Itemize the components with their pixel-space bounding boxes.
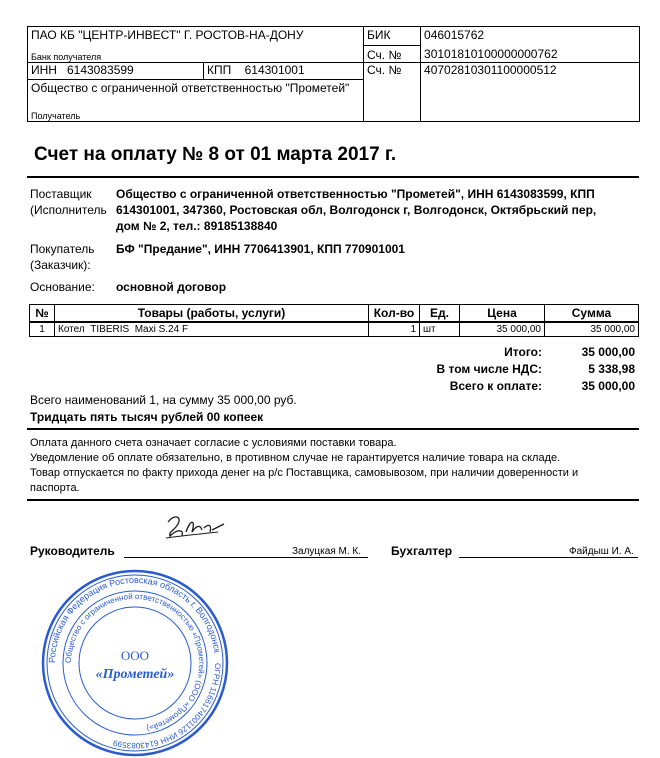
note-line4: паспорта.	[30, 482, 80, 494]
vat-label: В том числе НДС:	[436, 362, 542, 376]
corr-account-value: 30101810100000000762	[424, 47, 558, 61]
note-line3: Товар отпускается по факту прихода денег на р/с Поставщика, самовывозом, при наличии доверенности и	[30, 467, 579, 479]
corr-account-label: Сч. №	[367, 48, 402, 62]
col-sum-header: Сумма	[545, 305, 639, 323]
account-value-cell	[421, 63, 640, 122]
col-qty-header: Кол-во	[369, 305, 420, 323]
stamp-bottom-text: ОГРН 1166174001126 ИНН 6143083599	[112, 662, 223, 751]
supplier-label-line2: (Исполнитель	[30, 203, 107, 217]
col-name-header: Товары (работы, услуги)	[55, 305, 369, 323]
supplier-label-line1: Поставщик	[30, 187, 92, 201]
customer-details: БФ "Предание", ИНН 7706413901, КПП 770901001	[116, 242, 405, 256]
totals-block	[380, 344, 635, 395]
row-unit: шт	[420, 322, 460, 337]
row-num: 1	[30, 322, 55, 337]
accountant-name: Файдыш И. А.	[569, 546, 634, 557]
due-value: 35 000,00	[581, 379, 635, 393]
basis-label: Основание:	[30, 280, 95, 294]
col-unit-header: Ед.	[420, 305, 460, 323]
kpp-value: 614301001	[244, 63, 305, 77]
items-header-row	[30, 305, 639, 323]
invoice-title: Счет на оплату № 8 от 01 марта 2017 г.	[34, 144, 397, 165]
account-label: Сч. №	[367, 63, 402, 77]
head-signature-line	[124, 557, 368, 558]
head-label: Руководитель	[30, 544, 115, 558]
stamp-outer-text: Российская Федерация Ростовская область г. Волгодонск	[46, 574, 223, 664]
customer-label-line2: (Заказчик):	[30, 258, 91, 272]
total-label: Итого:	[504, 345, 542, 359]
row-name: Котел TIBERIS Maxi S.24 F	[55, 322, 369, 337]
title-underline	[27, 176, 639, 178]
stamp-inner-text: Общество с ограниченной ответственностью «Прометей» (ООО «Прометей»)	[63, 591, 207, 733]
recipient-name: Общество с ограниченной ответственностью "Прометей"	[31, 81, 350, 95]
note-line2: Уведомление об оплате обязательно, в противном случае не гарантируется наличие товара на складе.	[30, 452, 561, 464]
bik-label: БИК	[364, 27, 420, 46]
inn-cell	[28, 63, 204, 80]
recipient-caption: Получатель	[31, 111, 81, 121]
bank-details-table	[27, 26, 640, 122]
accountant-label: Бухгалтер	[391, 544, 453, 558]
customer-label	[30, 241, 94, 273]
bank-name-cell	[28, 27, 364, 63]
items-table	[29, 304, 639, 337]
row-price: 35 000,00	[460, 322, 545, 337]
accountant-signature-line	[459, 557, 638, 558]
stamp-center-line2: «Прометей»	[95, 667, 175, 682]
bik-value-cell	[421, 27, 640, 63]
account-value: 40702810301100000512	[424, 63, 557, 77]
vat-row	[380, 361, 635, 378]
basis-value: основной договор	[116, 280, 227, 294]
vat-value: 5 338,98	[588, 362, 635, 376]
notes-divider	[27, 499, 639, 501]
account-label-cell	[364, 63, 421, 122]
bank-name: ПАО КБ "ЦЕНТР-ИНВЕСТ" Г. РОСТОВ-НА-ДОНУ	[31, 28, 304, 42]
supplier-line1: Общество с ограниченной ответственностью "Прометей", ИНН 6143083599, КПП	[116, 187, 595, 201]
amount-in-words: Тридцать пять тысяч рублей 00 копеек	[30, 410, 264, 424]
summary-divider	[27, 428, 639, 430]
inn-value: 6143083599	[66, 63, 134, 77]
bik-label-cell	[364, 27, 421, 63]
due-row	[380, 378, 635, 395]
summary-line: Всего наименований 1, на сумму 35 000,00 руб.	[30, 393, 297, 407]
supplier-details	[116, 186, 596, 234]
terms-notes	[30, 436, 578, 496]
row-sum: 35 000,00	[545, 322, 639, 337]
company-stamp	[40, 568, 230, 758]
stamp-center-line1: ООО	[120, 648, 150, 663]
bik-value: 046015762	[424, 28, 485, 42]
supplier-line3: дом № 2, тел.: 89185138840	[116, 219, 278, 233]
kpp-label: КПП	[207, 63, 232, 77]
handwritten-signature	[160, 510, 230, 546]
inn-label: ИНН	[31, 63, 57, 77]
col-price-header: Цена	[460, 305, 545, 323]
kpp-cell	[204, 63, 364, 80]
row-qty: 1	[369, 322, 420, 337]
table-row	[30, 322, 639, 337]
recipient-cell	[28, 80, 364, 122]
col-num-header: №	[30, 305, 55, 323]
supplier-line2: 614301001, 347360, Ростовская обл, Волгодонск г, Волгодонск, Октябрьский пер,	[116, 203, 597, 217]
supplier-label	[30, 186, 107, 218]
head-name: Залуцкая М. К.	[292, 546, 362, 557]
due-label: Всего к оплате:	[449, 379, 542, 393]
total-value: 35 000,00	[581, 345, 635, 359]
note-line1: Оплата данного счета означает согласие с условиями поставки товара.	[30, 437, 397, 449]
bank-caption: Банк получателя	[31, 52, 102, 62]
customer-label-line1: Покупатель	[30, 242, 95, 256]
total-row	[380, 344, 635, 361]
